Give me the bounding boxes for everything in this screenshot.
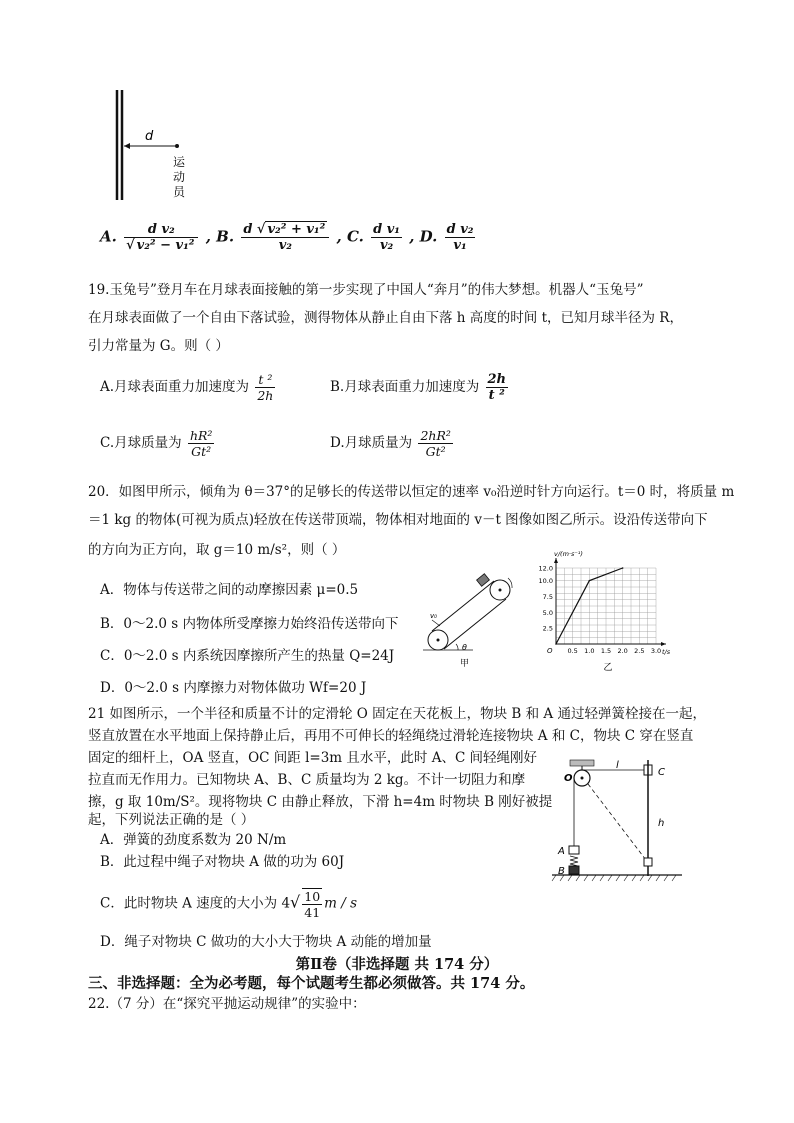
arrow-head-left-icon <box>124 143 130 149</box>
x-tick-label: 0.5 <box>567 647 578 655</box>
v0-label: v₀ <box>430 612 437 620</box>
block-b <box>569 866 579 874</box>
q18-option-a-formula: $\frac{\text{d v₂}}{\text{√ v₂² − v₁²}}$ <box>124 222 198 253</box>
q19-option-b-text: B.月球表面重力加速度为 <box>330 379 480 395</box>
block-a <box>569 846 579 854</box>
y-tick-label: 12.0 <box>538 564 553 573</box>
q21-line-6: 起，下列说法正确的是（ ） <box>88 812 255 828</box>
q19-option-a <box>100 372 277 403</box>
q22-line-1: 22.（7 分）在“探究平抛运动规律”的实验中： <box>88 996 366 1012</box>
q21-option-b: B．此过程中绳子对物块 A 做的功为 60J <box>100 854 345 870</box>
ceiling-mount <box>570 760 594 766</box>
origin-label: O <box>547 647 553 655</box>
q18-option-b-label: , B. <box>205 227 235 246</box>
q18-option-a-label: A. <box>100 227 117 246</box>
q18-option-b-formula: $\frac{\text{d √ v₂² + v₁²}}{\text{v₂}}$ <box>241 222 329 253</box>
q21-option-c-formula: $\frac{10}{41}$ <box>304 889 321 920</box>
q18-option-d-label: , D. <box>409 227 438 246</box>
x-tick-label: 2.5 <box>634 647 645 655</box>
y-tick-label: 5.0 <box>542 608 553 617</box>
athlete-char-2: 动 <box>173 170 186 184</box>
x-tick-label: 1.5 <box>600 647 612 655</box>
q19-option-b <box>330 372 510 403</box>
y-tick-label: 7.5 <box>542 593 553 601</box>
q21-line-3: 固定的细杆上，OA 竖直，OC 间距 l=3m 且水平，此时 A、C 间轻绳刚好 <box>88 750 538 766</box>
q21-option-c-unit: m / s <box>324 895 358 912</box>
label-a: A <box>558 846 565 857</box>
q18-option-c-label: , C. <box>336 227 364 246</box>
q21-option-c: C．此时物块 A 速度的大小为 4√ $\frac{10}{41}$ m / s <box>100 889 358 920</box>
q21-option-d: D．绳子对物块 C 做功的大小大于物块 A 动能的增加量 <box>100 934 432 950</box>
y-tick-label: 10.0 <box>538 577 553 586</box>
fig-jia-label: 甲 <box>460 659 470 669</box>
wall-athlete-figure <box>105 88 205 208</box>
q19-option-c-formula: $\frac{\text{hR²}}{\text{Gt²}}$ <box>189 428 213 459</box>
q19-line-1: 19.玉兔号”登月车在月球表面接触的第一步实现了中国人“奔月”的伟大梦想。机器人“玉兔号” <box>88 282 644 298</box>
q20-option-a: A．物体与传送带之间的动摩擦因素 μ=0.5 <box>100 582 359 598</box>
x-tick-label: 3.0 <box>650 647 662 655</box>
section-2-title: 第Ⅱ卷（非选择题 共 174 分） <box>295 956 499 973</box>
q20-option-c: C．0～2.0 s 内系统因摩擦所产生的热量 Q=24J <box>100 648 395 664</box>
rope-dashed <box>588 784 646 860</box>
label-l: l <box>616 760 619 771</box>
y-axis-label: v/(m·s⁻¹) <box>554 550 583 558</box>
q21-line-1: 21 如图所示，一个半径和质量不计的定滑轮 O 固定在天花板上，物块 B 和 A 通过轻弹簧栓接在一起， <box>88 706 706 722</box>
label-b: B <box>558 866 565 877</box>
q20-line-3: 的方向为正方向，取 g＝10 m/s²，则（ ） <box>88 542 346 558</box>
q21-line-5: 擦，g 取 10m/S²。现将物块 C 由静止释放，下滑 h=4m 时物块 B 刚好被提 <box>88 794 553 810</box>
belt-bottom <box>444 599 506 649</box>
label-c: C <box>658 767 665 778</box>
q18-option-c-formula: $\frac{\text{d v₁}}{\text{v₂}}$ <box>373 222 400 253</box>
fig-yi-label: 乙 <box>603 663 613 673</box>
q21-line-2: 竖直放置在水平地面上保持静止后，再用不可伸长的轻绳绕过滑轮连接物块 A 和 C，物块 C 穿在竖直 <box>88 728 694 744</box>
section-3-title: 三、非选择题：全为必考题，每个试题考生都必须做答。共 174 分。 <box>88 975 535 992</box>
q19-option-d-formula: $\frac{\text{2hR²}}{\text{Gt²}}$ <box>420 428 451 459</box>
q20-option-b: B．0～2.0 s 内物体所受摩擦力始终沿传送带向下 <box>100 616 399 632</box>
q18-option-d-formula: $\frac{\text{d v₂}}{\text{v₁}}$ <box>446 222 474 253</box>
q19-option-a-formula: $\frac{\text{t ²}}{2h}$ <box>257 372 274 403</box>
q19-option-a-text: A.月球表面重力加速度为 <box>100 379 250 395</box>
label-o: O <box>564 773 573 784</box>
x-axis-arrow-icon <box>661 642 666 646</box>
q20-option-d: D．0～2.0 s 内摩擦力对物体做功 Wf=20 J <box>100 680 367 696</box>
spring <box>570 856 578 866</box>
vt-data-point <box>589 580 591 582</box>
q19-option-c <box>100 428 216 459</box>
x-tick-label: 1.0 <box>584 647 595 655</box>
conveyor-figure <box>418 568 518 668</box>
q19-option-d-text: D.月球质量为 <box>330 435 413 451</box>
q19-option-c-text: C.月球质量为 <box>100 435 182 451</box>
q20-line-2: ＝1 kg 的物体(可视为质点)轻放在传送带顶端，物体相对地面的 v－t 图像如图乙所示。设沿传送带向下 <box>88 512 708 528</box>
q18-options <box>100 222 477 253</box>
y-tick-label: 2.5 <box>542 624 553 633</box>
q19-line-2: 在月球表面做了一个自由下落试验，测得物体从静止自由下落 h 高度的时间 t，已知月球半径为 R， <box>88 310 683 326</box>
q19-line-3: 引力常量为 G。则（ ） <box>88 338 229 354</box>
q20-line-1: 20．如图甲所示，倾角为 θ＝37°的足够长的传送带以恒定的速率 v₀沿逆时针方向运行。t＝0 时，将质量 m <box>88 484 735 500</box>
pulley-figure <box>550 756 685 884</box>
block <box>477 574 490 587</box>
x-axis-label: t/s <box>662 648 671 656</box>
q21-line-4: 拉直而无作用力。已知物块 A、B、C 质量均为 2 kg。不计一切阻力和摩 <box>88 772 526 788</box>
theta-label: θ <box>462 643 467 652</box>
athlete-char-1: 运 <box>173 155 186 169</box>
athlete-char-3: 员 <box>173 185 186 199</box>
vt-data-point <box>555 643 557 645</box>
d-label: d <box>145 129 154 144</box>
q21-option-c-text: C．此时物块 A 速度的大小为 4 <box>100 895 291 912</box>
x-tick-label: 2.0 <box>617 647 628 655</box>
q19-option-b-formula: $\frac{2h}{\text{t ²}}$ <box>487 372 507 403</box>
label-h: h <box>658 818 665 829</box>
q21-option-a: A．弹簧的劲度系数为 20 N/m <box>100 832 287 848</box>
vt-chart <box>520 550 680 678</box>
q19-option-d <box>330 428 455 459</box>
vt-data-point <box>622 567 624 569</box>
y-axis-arrow-icon <box>554 558 558 563</box>
belt-top <box>432 581 494 631</box>
athlete-dot <box>175 144 179 148</box>
